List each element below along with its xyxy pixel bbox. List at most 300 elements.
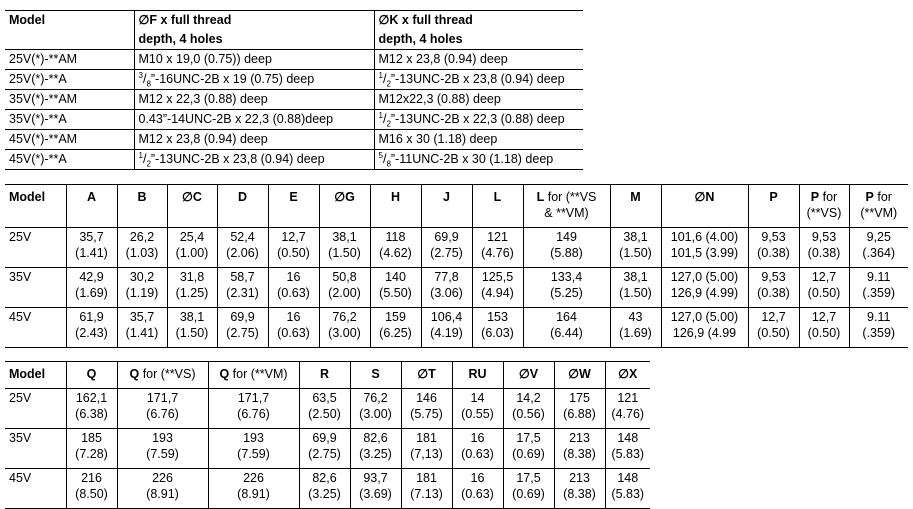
inch-value: (0.50): [277, 246, 310, 260]
header-bold: ∅G: [334, 190, 355, 204]
dim-row: [5, 389, 650, 429]
dim-value-cell: [217, 228, 268, 268]
metric-value: 17,5: [516, 471, 541, 485]
model-cell: 35V: [5, 429, 66, 469]
inch-value: (2.75): [430, 246, 463, 260]
thread-text: ”-16UNC-2B x 19 (0.75) deep: [150, 72, 315, 86]
metric-value: 52,4: [230, 230, 255, 244]
header-bold: D: [237, 190, 248, 204]
metric-value: 93,7: [363, 471, 388, 485]
inch-value: (0.63): [277, 326, 310, 340]
inch-value: (.359): [862, 286, 896, 300]
dim-value-cell: [523, 228, 610, 268]
metric-value: 127,0 (5.00): [670, 270, 739, 284]
model-cell: 25V: [5, 228, 66, 268]
model-cell: 25V(*)-**AM: [5, 50, 134, 70]
inch-value: (0.55): [461, 407, 494, 421]
inch-value: (2.00): [328, 286, 361, 300]
metric-value: 9,53: [761, 230, 786, 244]
dim-value-cell: [117, 389, 208, 429]
metric-value: 25,4: [179, 230, 205, 244]
model-cell: 35V(*)-**AM: [5, 90, 134, 110]
header-bold: Model: [9, 367, 46, 381]
dim-value-cell: [167, 228, 217, 268]
model-cell: 45V(*)-**AM: [5, 130, 134, 150]
metric-value: 175: [569, 391, 590, 405]
header-bold: A: [86, 190, 97, 204]
header-bold: ∅T: [417, 367, 436, 381]
thread-spec-table: [5, 10, 583, 170]
metric-value: 9,53: [761, 270, 786, 284]
dim-header-cell: [217, 185, 268, 228]
dim-value-cell: [421, 308, 472, 348]
metric-value: 12,7: [281, 230, 306, 244]
thread-text: ”-13UNC-2B x 22,3 (0.88) deep: [390, 112, 565, 126]
metric-value: 213: [569, 431, 590, 445]
metric-value: 16: [286, 270, 301, 284]
dim-row: [5, 469, 650, 509]
metric-value: 9.11: [867, 310, 891, 324]
header-normal: (**VM): [860, 206, 898, 220]
fraction-denominator: 2: [146, 159, 151, 169]
dim-value-cell: [452, 429, 503, 469]
header-bold: Q: [219, 367, 230, 381]
inch-value: (5.50): [379, 286, 412, 300]
dim-value-cell: [661, 308, 748, 348]
dim-header-cell: [421, 185, 472, 228]
dimension-table-a-p: [5, 184, 908, 348]
dim-header-cell: [748, 185, 799, 228]
inch-value: (0.50): [757, 326, 790, 340]
inch-value: (8.38): [563, 447, 596, 461]
header-bold: P: [865, 190, 874, 204]
metric-value: 164: [556, 310, 577, 324]
inch-value: (1.41): [75, 246, 108, 260]
thread-table-header-cell: [374, 11, 583, 50]
dim-value-cell: [605, 389, 650, 429]
metric-value: 171,7: [146, 391, 179, 405]
dim-value-cell: [319, 228, 370, 268]
metric-value: 26,2: [129, 230, 155, 244]
inch-value: (8.91): [237, 487, 270, 501]
header-bold: M: [630, 190, 641, 204]
inch-value: (2.50): [308, 407, 341, 421]
header-text: Model: [9, 13, 46, 27]
inch-value: (5.83): [611, 447, 645, 461]
inch-value: (3.25): [359, 447, 392, 461]
dim-value-cell: [503, 429, 554, 469]
metric-value: 30,2: [129, 270, 155, 284]
thread-table-row: [5, 150, 583, 170]
dim-value-cell: [610, 308, 661, 348]
dim-value-cell: [66, 228, 117, 268]
dim-value-cell: [370, 228, 421, 268]
dim-value-cell: [849, 228, 908, 268]
inch-value: (4.19): [430, 326, 463, 340]
inch-value: (7.28): [75, 447, 108, 461]
metric-value: 171,7: [237, 391, 270, 405]
dim-value-cell: [319, 268, 370, 308]
dim-value-cell: [299, 429, 350, 469]
dim-value-cell: [217, 308, 268, 348]
dim-value-cell: [849, 308, 908, 348]
dim-value-cell: [799, 308, 849, 348]
model-cell: 45V: [5, 469, 66, 509]
metric-value: 226: [243, 471, 264, 485]
metric-value: 181: [416, 431, 437, 445]
dim-header-cell: [799, 185, 849, 228]
metric-value: 9,53: [811, 230, 837, 244]
dim-header-cell: [350, 362, 401, 389]
dim-value-cell: [66, 429, 117, 469]
dim-header-cell: [849, 185, 908, 228]
header-bold: RU: [468, 367, 487, 381]
header-bold: R: [319, 367, 330, 381]
metric-value: 69,9: [312, 431, 337, 445]
inch-value: (7,13): [410, 447, 443, 461]
dim-value-cell: [370, 268, 421, 308]
dim-value-cell: [66, 389, 117, 429]
dim-value-cell: [117, 228, 167, 268]
header-text: ∅K x full thread: [378, 13, 473, 27]
header-normal: & **VM): [544, 206, 589, 220]
dim-value-cell: [117, 268, 167, 308]
metric-value: 76,2: [363, 391, 388, 405]
dim-value-cell: [452, 389, 503, 429]
dim-value-cell: [66, 308, 117, 348]
inch-value: (1.50): [619, 246, 652, 260]
inch-value: (4.76): [611, 407, 645, 421]
metric-value: 43: [628, 310, 643, 324]
inch-value: (0.63): [277, 286, 310, 300]
dim-header-cell: [370, 185, 421, 228]
metric-value: 226: [152, 471, 173, 485]
header-bold: ∅C: [182, 190, 202, 204]
metric-value: 12,7: [761, 310, 786, 324]
metric-value: 118: [385, 230, 406, 244]
header-normal: for (**VM): [229, 367, 288, 381]
k-thread-cell: $^5/_8”-11UNC-2B$ x 30 (1.18) deep: [374, 150, 583, 170]
inch-value: (5.75): [410, 407, 443, 421]
thread-text: ”-13UNC-2B x 23,8 (0.94) deep: [150, 152, 325, 166]
metric-value: 16: [470, 471, 485, 485]
dim-row: [5, 228, 908, 268]
header-bold: ∅V: [518, 367, 539, 381]
dim-header-cell: [503, 362, 554, 389]
metric-value: 61,9: [79, 310, 104, 324]
header-normal: for: [873, 190, 892, 204]
dim-value-cell: [350, 389, 401, 429]
dim-row: [5, 429, 650, 469]
metric-value: 69,9: [230, 310, 255, 324]
dim-value-cell: [503, 389, 554, 429]
dim-value-cell: [610, 268, 661, 308]
header-bold: L: [536, 190, 545, 204]
metric-value: 121: [617, 391, 639, 405]
dim-value-cell: [268, 268, 319, 308]
metric-value: 140: [385, 270, 406, 284]
inch-value: (2.75): [226, 326, 259, 340]
metric-value: 106,4: [430, 310, 463, 324]
inch-value: (3.06): [430, 286, 463, 300]
dim-header-cell: [452, 362, 503, 389]
dim-value-cell: [610, 228, 661, 268]
header-bold: Model: [9, 190, 46, 204]
inch-value: (7.13): [410, 487, 443, 501]
dim-value-cell: [849, 268, 908, 308]
inch-value: (1.69): [619, 326, 652, 340]
inch-value: (0.50): [807, 326, 841, 340]
thread-table-row: [5, 70, 583, 90]
inch-value: (2.31): [226, 286, 259, 300]
f-thread-cell: $^1/_2”-13UNC-2B$ x 23,8 (0.94) deep: [134, 150, 374, 170]
dim-value-cell: [268, 308, 319, 348]
inch-value: (0.56): [512, 407, 545, 421]
inch-value: (3.25): [308, 487, 341, 501]
metric-value: 14,2: [516, 391, 541, 405]
metric-value: 9.11: [867, 270, 891, 284]
dim-header-cell: [661, 185, 748, 228]
dim-value-cell: [117, 469, 208, 509]
dim-value-cell: [748, 308, 799, 348]
header-bold: J: [443, 190, 450, 204]
dim-value-cell: [217, 268, 268, 308]
dim-value-cell: [799, 228, 849, 268]
thread-table-header-cell: [134, 11, 374, 50]
metric-value: 127,0 (5.00): [670, 310, 739, 324]
thread-table-header-row: [5, 11, 583, 50]
dim-value-cell: [117, 308, 167, 348]
metric-value: 101,6 (4.00): [670, 230, 739, 244]
k-thread-cell: M12 x 23,8 (0.94) deep: [374, 50, 583, 70]
dim-value-cell: [472, 228, 523, 268]
dim-header-cell: [268, 185, 319, 228]
dim-value-cell: [208, 429, 299, 469]
inch-value: 101,5 (3.99): [670, 246, 739, 260]
dim-value-cell: [503, 469, 554, 509]
inch-value: (0.50): [807, 286, 841, 300]
dim-value-cell: [66, 268, 117, 308]
dim-header-cell: [117, 362, 208, 389]
dim-value-cell: [799, 268, 849, 308]
dim-value-cell: [350, 469, 401, 509]
inch-value: (5.88): [550, 246, 583, 260]
dim-value-cell: [452, 469, 503, 509]
inch-value: (8.50): [75, 487, 108, 501]
fraction-numerator: 1: [378, 110, 383, 120]
metric-value: 213: [569, 471, 590, 485]
dim-header-cell: [117, 185, 167, 228]
dim-value-cell: [421, 268, 472, 308]
dim-header-cell: [66, 185, 117, 228]
header-bold: E: [289, 190, 298, 204]
dim-value-cell: [66, 469, 117, 509]
thread-table-row: [5, 110, 583, 130]
inch-value: (1.69): [75, 286, 108, 300]
thread-table-row: [5, 130, 583, 150]
metric-value: 38,1: [332, 230, 357, 244]
dim-value-cell: [167, 308, 217, 348]
dim-value-cell: [554, 469, 605, 509]
model-cell: 25V: [5, 389, 66, 429]
dim-value-cell: [401, 469, 452, 509]
inch-value: (6.44): [550, 326, 583, 340]
inch-value: (2.43): [75, 326, 108, 340]
f-thread-cell: M10 x 19,0 (0.75)) deep: [134, 50, 374, 70]
inch-value: 126,9 (4.99: [672, 326, 737, 340]
dim-value-cell: [523, 308, 610, 348]
f-thread-cell: M12 x 22,3 (0.88) deep: [134, 90, 374, 110]
dim-header-cell: [299, 362, 350, 389]
inch-value: (1.50): [175, 326, 209, 340]
inch-value: (8.38): [563, 487, 596, 501]
inch-value: (7.59): [237, 447, 270, 461]
dim-header-cell: [472, 185, 523, 228]
fraction-numerator: 1: [138, 150, 143, 160]
inch-value: (2.75): [308, 447, 341, 461]
dim-value-cell: [748, 228, 799, 268]
metric-value: 63,5: [312, 391, 337, 405]
metric-value: 35,7: [129, 310, 155, 324]
dimension-table-q-x: [5, 361, 650, 509]
header-normal: for: [819, 190, 838, 204]
header-bold: S: [371, 367, 380, 381]
dim-value-cell: [350, 429, 401, 469]
dim-header-cell: [167, 185, 217, 228]
fraction-denominator: 8: [146, 79, 151, 89]
dim-header-cell: [5, 185, 66, 228]
inch-value: (4.76): [481, 246, 514, 260]
k-thread-cell: $^1/_2”-13UNC-2B$ x 22,3 (0.88) deep: [374, 110, 583, 130]
dim-header-cell: [523, 185, 610, 228]
metric-value: 181: [416, 471, 437, 485]
dim-header-cell: [605, 362, 650, 389]
inch-value: (6.76): [146, 407, 179, 421]
metric-value: 35,7: [79, 230, 104, 244]
header-bold: H: [390, 190, 401, 204]
fraction-numerator: 3: [138, 70, 143, 80]
k-thread-cell: $^1/_2”-13UNC-2B$ x 23,8 (0.94) deep: [374, 70, 583, 90]
inch-value: (4.62): [379, 246, 412, 260]
metric-value: 42,9: [79, 270, 104, 284]
header-bold: B: [137, 190, 147, 204]
inch-value: (7.59): [146, 447, 179, 461]
header-bold: P: [810, 190, 820, 204]
metric-value: 159: [385, 310, 406, 324]
metric-value: 133,4: [550, 270, 583, 284]
inch-value: (6.76): [237, 407, 270, 421]
dim-value-cell: [208, 389, 299, 429]
metric-value: 82,6: [312, 471, 337, 485]
inch-value: (.359): [862, 326, 896, 340]
inch-value: (0.38): [757, 246, 790, 260]
inch-value: (1.50): [328, 246, 361, 260]
header-normal: for (**VS: [544, 190, 597, 204]
metric-value: 31,8: [179, 270, 205, 284]
header-bold: ∅X: [618, 367, 638, 381]
metric-value: 16: [286, 310, 301, 324]
inch-value: (6.88): [563, 407, 596, 421]
inch-value: (0.69): [512, 447, 545, 461]
inch-value: (6.25): [379, 326, 412, 340]
dim-value-cell: [299, 389, 350, 429]
inch-value: (3.00): [328, 326, 361, 340]
inch-value: (2.06): [226, 246, 259, 260]
metric-value: 77,8: [434, 270, 459, 284]
dim-header-row: [5, 185, 908, 228]
metric-value: 153: [487, 310, 508, 324]
dim-value-cell: [319, 308, 370, 348]
thread-text: ”-11UNC-2B x 30 (1.18) deep: [390, 152, 554, 166]
dim-header-cell: [554, 362, 605, 389]
metric-value: 14: [470, 391, 485, 405]
fraction-numerator: 1: [378, 70, 383, 80]
metric-value: 185: [81, 431, 102, 445]
dim-value-cell: [472, 308, 523, 348]
header-bold: P: [769, 190, 778, 204]
metric-value: 125,5: [481, 270, 514, 284]
metric-value: 162,1: [75, 391, 108, 405]
dim-value-cell: [748, 268, 799, 308]
dim-header-cell: [5, 362, 66, 389]
dim-value-cell: [472, 268, 523, 308]
dim-value-cell: [401, 389, 452, 429]
inch-value: (0.38): [807, 246, 841, 260]
inch-value: (4.94): [481, 286, 514, 300]
inch-value: (6.38): [75, 407, 108, 421]
metric-value: 58,7: [230, 270, 255, 284]
dim-header-cell: [319, 185, 370, 228]
header-bold: L: [493, 190, 502, 204]
metric-value: 193: [152, 431, 173, 445]
dim-value-cell: [167, 268, 217, 308]
inch-value: (.364): [862, 246, 896, 260]
inch-value: (1.00): [175, 246, 209, 260]
thread-text: ”-13UNC-2B x 23,8 (0.94) deep: [390, 72, 565, 86]
header-normal: for (**VS): [139, 367, 196, 381]
dim-header-cell: [66, 362, 117, 389]
model-cell: 35V: [5, 268, 66, 308]
metric-value: 69,9: [434, 230, 459, 244]
inch-value: (5.83): [611, 487, 645, 501]
metric-value: 16: [470, 431, 485, 445]
metric-value: 12,7: [811, 270, 837, 284]
dim-row: [5, 308, 908, 348]
fraction-numerator: 5: [378, 150, 383, 160]
f-thread-cell: 0.43”-14UNC-2B x 22,3 (0.88)deep: [134, 110, 374, 130]
dim-value-cell: [661, 268, 748, 308]
dim-value-cell: [208, 469, 299, 509]
inch-value: (0.63): [461, 487, 494, 501]
metric-value: 146: [416, 391, 437, 405]
k-thread-cell: M12x22,3 (0.88) deep: [374, 90, 583, 110]
metric-value: 9,25: [866, 230, 891, 244]
metric-value: 38,1: [623, 230, 648, 244]
f-thread-cell: M12 x 23,8 (0.94) deep: [134, 130, 374, 150]
metric-value: 12,7: [811, 310, 837, 324]
dim-value-cell: [661, 228, 748, 268]
model-cell: 35V(*)-**A: [5, 110, 134, 130]
metric-value: 148: [617, 471, 639, 485]
inch-value: (1.25): [175, 286, 209, 300]
dim-row: [5, 268, 908, 308]
dim-value-cell: [554, 429, 605, 469]
model-cell: 25V(*)-**A: [5, 70, 134, 90]
model-cell: 45V: [5, 308, 66, 348]
header-bold: ∅W: [568, 367, 591, 381]
dim-value-cell: [117, 429, 208, 469]
fraction-denominator: 2: [386, 119, 391, 129]
